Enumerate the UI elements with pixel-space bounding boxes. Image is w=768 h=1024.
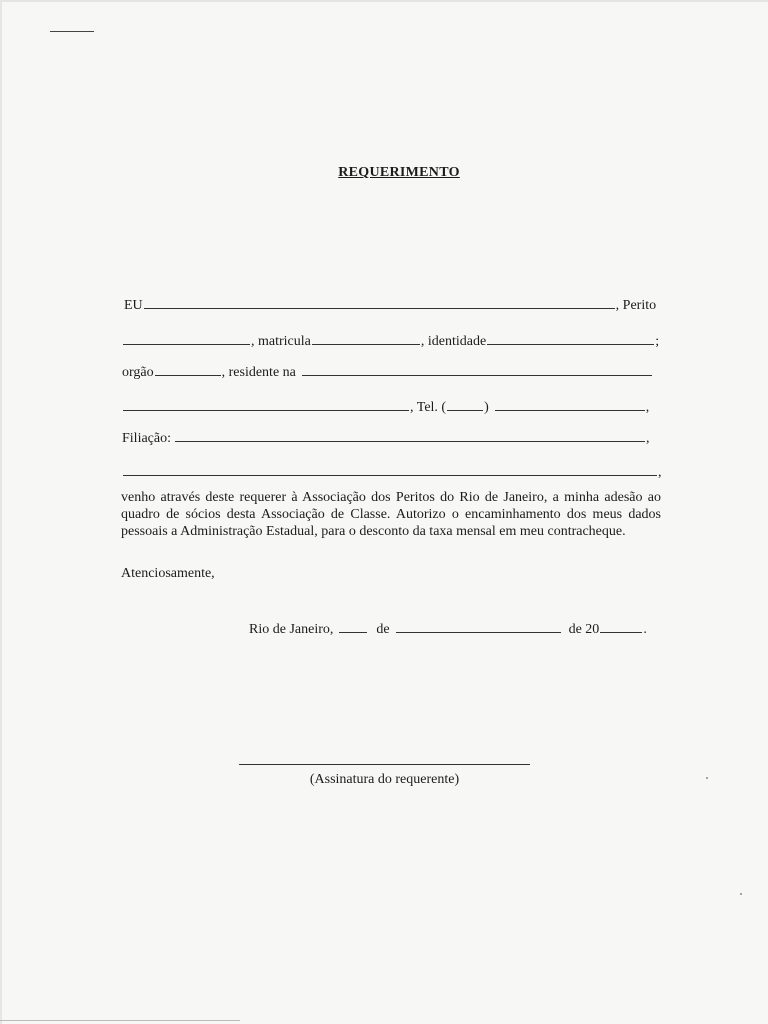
filiacao-cont-comma: , — [658, 465, 662, 480]
address-continued-field[interactable] — [123, 396, 409, 411]
matricula-label: , matricula — [251, 334, 311, 349]
orgao-field[interactable] — [155, 361, 221, 376]
filiacao-comma: , — [646, 431, 650, 446]
identidade-label: , identidade — [420, 334, 487, 349]
corner-mark — [50, 31, 94, 32]
perito-type-field[interactable] — [123, 330, 250, 345]
eu-label: EU — [124, 298, 143, 313]
scan-speck — [740, 893, 742, 895]
scan-edge-top — [0, 0, 768, 2]
form-row-orgao — [122, 361, 653, 381]
signature-line[interactable] — [239, 764, 530, 765]
scan-speck — [706, 777, 708, 779]
de-label-2: de 20 — [568, 622, 600, 637]
orgao-label: orgão — [122, 365, 154, 380]
date-period: . — [643, 622, 647, 637]
month-field[interactable] — [396, 618, 561, 633]
greeting: Atenciosamente, — [121, 566, 215, 581]
tel-close-paren: ) — [484, 400, 489, 415]
tel-number-field[interactable] — [495, 396, 645, 411]
de-label-1: de — [376, 622, 390, 637]
name-field[interactable] — [144, 294, 615, 309]
request-paragraph: venho através deste requerer à Associação dos Peritos do Rio de Janeiro, a minha adesão ao quadro de sócios desta Associação de Classe. Autorizo o encaminhamento dos meus dados pessoais a Administração Estadual, para o desconto da taxa mensal em meu contracheque. — [121, 490, 661, 539]
tel-label: , Tel. ( — [410, 400, 447, 415]
residente-label: , residente na — [221, 365, 296, 380]
perito-label: , Perito — [615, 298, 657, 313]
form-row-matricula — [122, 330, 659, 350]
filiacao-label: Filiação: — [122, 431, 171, 446]
filiacao-continued-field[interactable] — [123, 461, 657, 476]
matricula-field[interactable] — [312, 330, 420, 345]
form-row-name — [124, 294, 656, 314]
scan-edge-bottom — [0, 1020, 240, 1021]
document-title: REQUERIMENTO — [338, 165, 460, 180]
scan-edge-left — [0, 0, 2, 1024]
form-row-filiacao — [122, 427, 650, 447]
signature-caption: (Assinatura do requerente) — [309, 772, 460, 787]
form-row-filiacao-cont — [122, 461, 662, 481]
filiacao-field[interactable] — [175, 427, 645, 442]
tel-comma: , — [645, 400, 650, 415]
semicolon: ; — [655, 334, 660, 349]
form-row-tel — [122, 396, 649, 416]
date-line — [249, 618, 647, 638]
city-label: Rio de Janeiro, — [249, 622, 334, 637]
tel-area-code-field[interactable] — [447, 396, 483, 411]
address-field[interactable] — [302, 361, 652, 376]
identidade-field[interactable] — [487, 330, 654, 345]
year-field[interactable] — [600, 618, 642, 633]
day-field[interactable] — [339, 618, 367, 633]
